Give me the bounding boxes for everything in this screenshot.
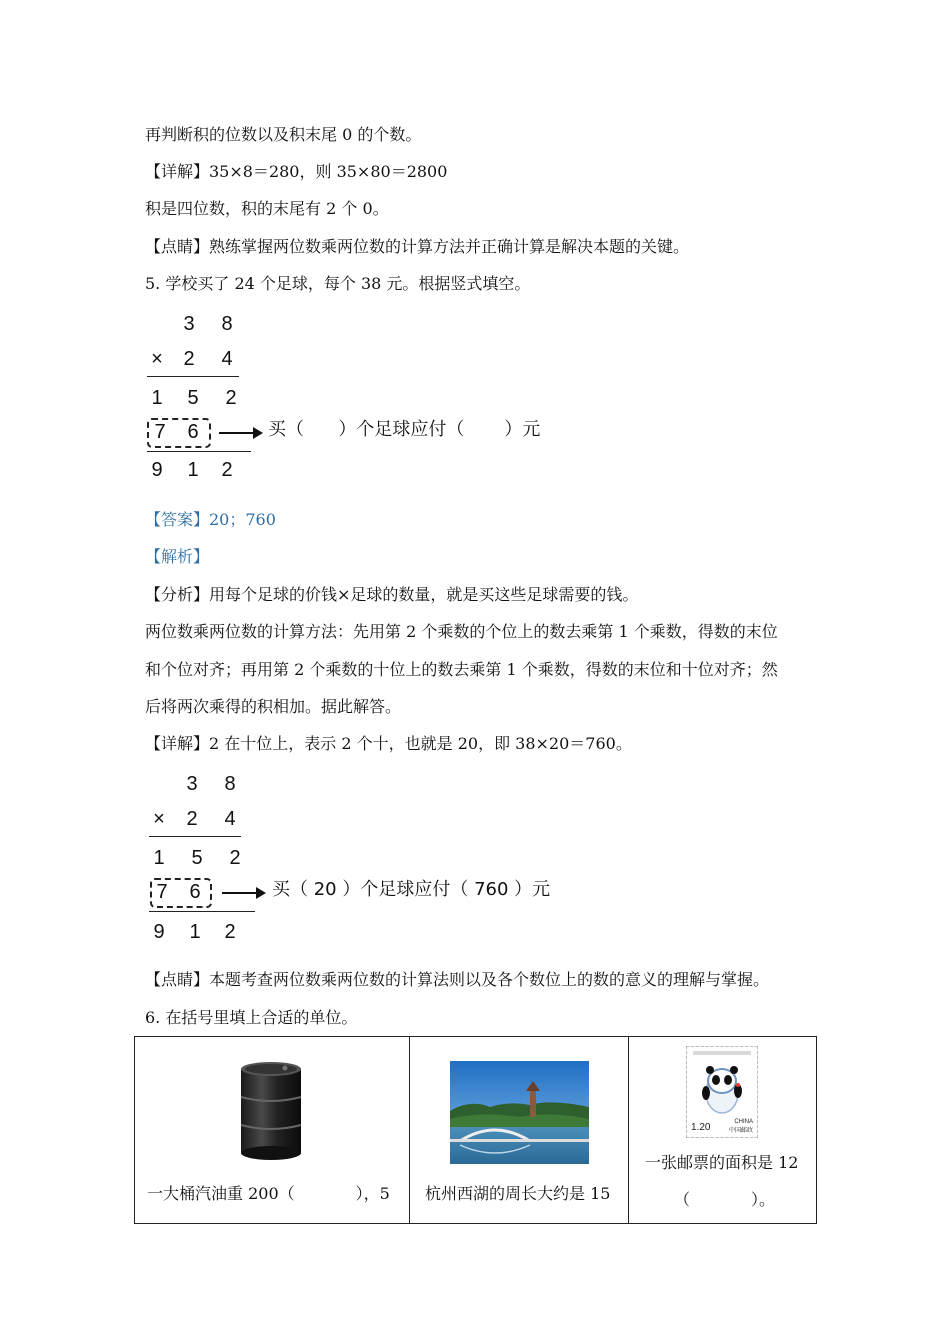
panda-mascot-icon <box>697 1059 747 1115</box>
digit: 9 <box>153 921 165 943</box>
times-sign: × <box>153 808 165 830</box>
line-3: 积是四位数，积的末尾有 2 个 0。 <box>145 199 389 218</box>
digit: 7 <box>156 881 168 903</box>
times-sign: × <box>151 348 163 370</box>
point-line: 【点睛】本题考查两位数乘两位数的计算法则以及各个数位上的数的意义的理解与掌握。 <box>145 970 770 989</box>
digit: 2 <box>186 808 198 830</box>
units-table <box>134 1036 817 1224</box>
stamp-country: CHINA <box>734 1119 753 1125</box>
vertical-calc-answer <box>145 770 575 950</box>
digit: 5 <box>191 847 203 869</box>
cell-text-stamp-2: （ ）。 <box>674 1190 776 1209</box>
oil-barrel-image <box>239 1061 303 1161</box>
vertical-calc-question <box>145 310 565 490</box>
west-lake-photo <box>450 1061 589 1164</box>
analysis-heading: 【解析】 <box>145 547 210 566</box>
digit: 4 <box>224 808 236 830</box>
calc-label: 买（ 20 ）个足球应付（ 760 ）元 <box>272 879 551 900</box>
arrow-icon <box>222 892 258 894</box>
answer-line <box>145 510 276 530</box>
digit: 4 <box>221 348 233 370</box>
digit: 3 <box>183 313 195 335</box>
digit: 2 <box>229 847 241 869</box>
cell-text-stamp-1: 一张邮票的面积是 12 <box>645 1153 799 1172</box>
line-4: 【点睛】熟练掌握两位数乘两位数的计算方法并正确计算是解决本题的关键。 <box>145 237 690 256</box>
rule-line <box>147 451 251 452</box>
digit: 2 <box>224 921 236 943</box>
cell-text-oil: 一大桶汽油重 200（ ），5 <box>147 1184 390 1203</box>
digit: 6 <box>189 881 201 903</box>
rule-line <box>147 376 239 377</box>
digit: 8 <box>221 313 233 335</box>
question-5: 5. 学校买了 24 个足球，每个 38 元。根据竖式填空。 <box>145 274 531 293</box>
digit: 1 <box>153 847 165 869</box>
digit: 3 <box>186 773 198 795</box>
cell-oil-barrel <box>135 1037 410 1224</box>
digit: 5 <box>187 387 199 409</box>
rule-line <box>149 836 241 837</box>
digit: 2 <box>183 348 195 370</box>
stamp-caption-bar <box>693 1051 751 1055</box>
digit: 1 <box>151 387 163 409</box>
stamp-post: 中国邮政 <box>728 1127 753 1134</box>
digit: 6 <box>187 421 199 443</box>
digit: 2 <box>221 459 233 481</box>
analysis-line-4: 后将两次乘得的积相加。据此解答。 <box>145 697 402 716</box>
calc-label: 买（ ）个足球应付（ ）元 <box>268 419 541 440</box>
line-2: 【详解】35×8＝280，则 35×80＝2800 <box>145 162 448 181</box>
line-1: 再判断积的位数以及积末尾 0 的个数。 <box>145 125 422 144</box>
cell-west-lake <box>410 1037 629 1224</box>
cell-text-lake: 杭州西湖的周长大约是 15 <box>425 1184 611 1203</box>
digit: 7 <box>154 421 166 443</box>
digit: 9 <box>151 459 163 481</box>
digit: 1 <box>189 921 201 943</box>
stamp-value: 1.20 <box>691 1122 711 1133</box>
arrow-icon <box>219 432 255 434</box>
cell-stamp <box>629 1037 817 1224</box>
stamp-image <box>687 1047 757 1137</box>
digit: 2 <box>225 387 237 409</box>
analysis-line-3: 和个位对齐；再用第 2 个乘数的十位上的数去乘第 1 个乘数，得数的末位和十位对齐；然 <box>145 660 778 679</box>
analysis-line-1: 【分析】用每个足球的价钱×足球的数量，就是买这些足球需要的钱。 <box>145 585 639 604</box>
rule-line <box>149 911 255 912</box>
answer-label: 【答案】20；760 <box>145 510 276 529</box>
analysis-line-2: 两位数乘两位数的计算方法：先用第 2 个乘数的个位上的数去乘第 1 个乘数，得数的末位 <box>145 622 778 641</box>
question-6: 6. 在括号里填上合适的单位。 <box>145 1008 358 1027</box>
detail-line: 【详解】2 在十位上，表示 2 个十，也就是 20，即 38×20＝760。 <box>145 734 632 753</box>
digit: 8 <box>224 773 236 795</box>
digit: 1 <box>187 459 199 481</box>
